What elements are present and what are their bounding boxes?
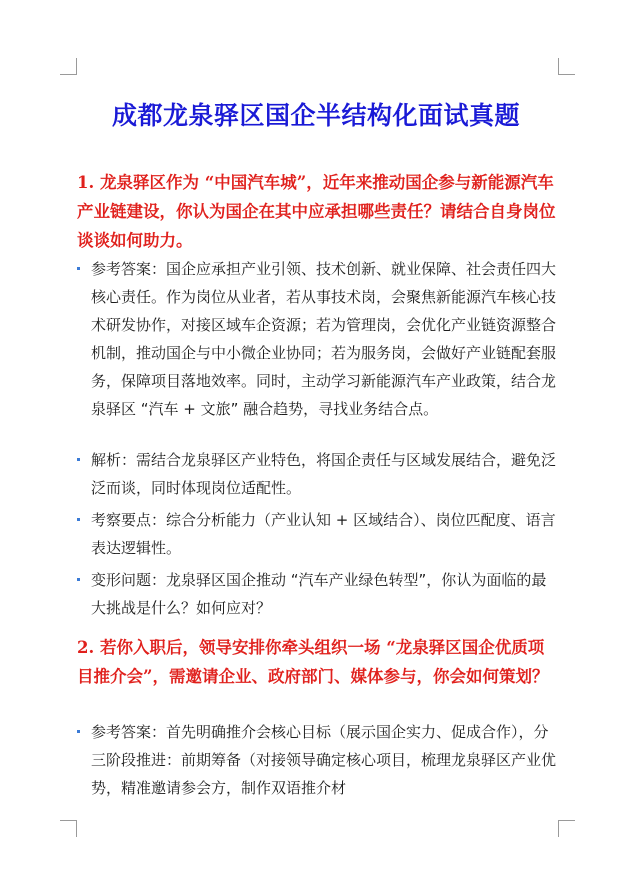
bullet-marker [77,267,80,270]
list-item-text: 考察要点：综合分析能力（产业认知 + 区域结合）、岗位匹配度、语言表达逻辑性。 [91,511,556,557]
question-heading: 2. 若你入职后，领导安排你牵头组织一场 “龙泉驿区国企优质项目推介会”，需邀请企业、政府部门、媒体参与，你会如何策划？ [77,638,549,686]
question-heading: 1. 龙泉驿区作为 “中国汽车城”，近年来推动国企参与新能源汽车产业链建设，你认为国企在其中应承担哪些责任？请结合自身岗位谈谈如何助力。 [77,173,556,250]
list-item [77,506,559,562]
list-item [77,566,559,622]
list-item-text: 参考答案：国企应承担产业引领、技术创新、就业保障、社会责任四大核心责任。作为岗位从业者，若从事技术岗，会聚焦新能源汽车核心技术研发协作，对接区域车企资源；若为管理岗，会优化产业链资源整合机制，推动国企与中小微企业协同；若为服务岗，会做好产业链配套服务，保障项目落地效率。同时，主动学习新能源汽车产业政策，结合龙泉驿区 “汽车 + 文旅” 融合趋势，寻找业务结合点。 [91,260,557,418]
list-item [77,718,559,802]
page-corner-mark-top-right [558,58,575,75]
page-title: 成都龙泉驿区国企半结构化面试真题 [111,101,520,130]
page-corner-mark-top-left [60,58,77,75]
bullet-marker [77,578,80,581]
page-corner-mark-bottom-right [558,820,575,837]
list-item-text: 解析：需结合龙泉驿区产业特色，将国企责任与区域发展结合，避免泛泛而谈，同时体现岗位适配性。 [91,451,557,497]
bullet-marker [77,458,80,461]
list-item [77,446,559,502]
bullet-marker [77,730,80,733]
list-item [77,255,559,423]
bullet-marker [77,518,80,521]
page-corner-mark-bottom-left [60,820,77,837]
list-item-text: 参考答案：首先明确推介会核心目标（展示国企实力、促成合作），分三阶段推进：前期筹备（对接领导确定核心项目，梳理龙泉驿区产业优势，精准邀请参会方，制作双语推介材 [91,723,557,797]
list-item-text: 变形问题：龙泉驿区国企推动 “汽车产业绿色转型”，你认为面临的最大挑战是什么？如何应对？ [91,571,547,617]
